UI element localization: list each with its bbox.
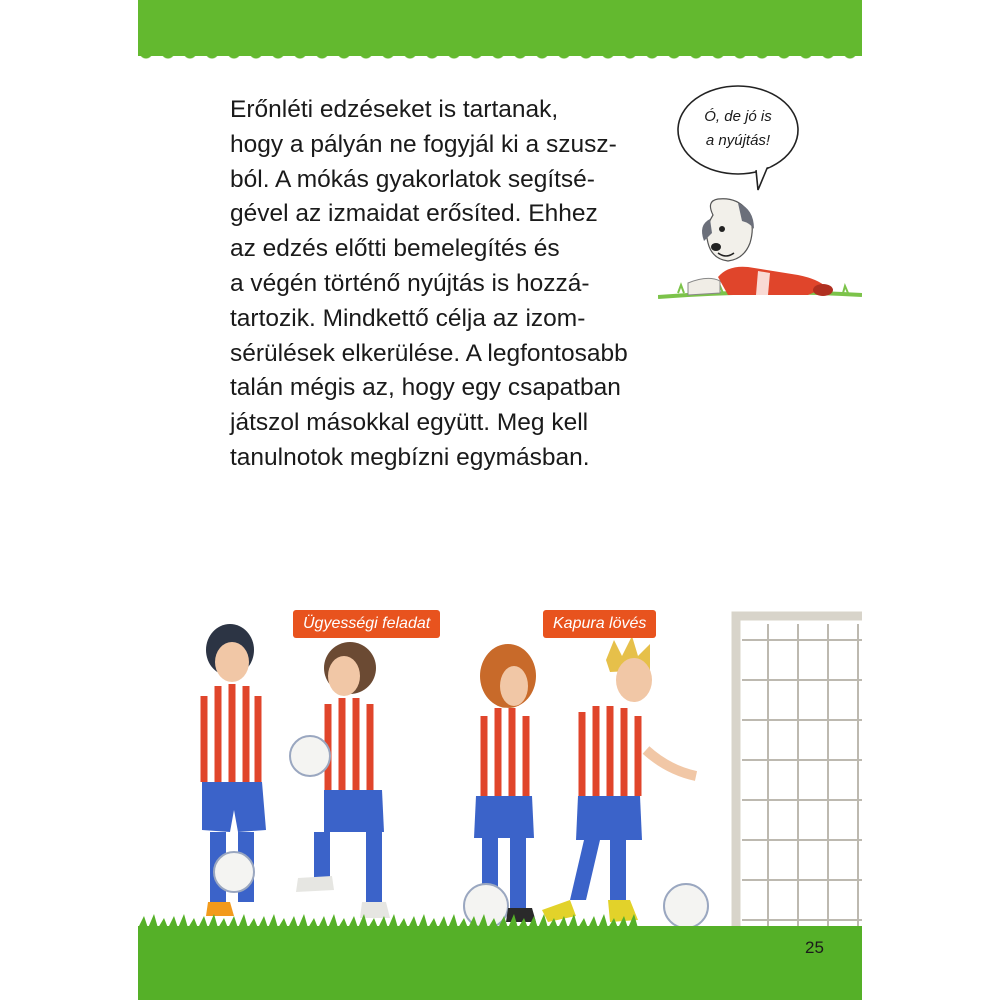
body-text — [230, 93, 650, 476]
top-green-band — [138, 0, 862, 56]
text-line: Erőnléti edzéseket is tartanak, — [230, 96, 559, 123]
label-shooting: Kapura lövés — [543, 610, 656, 638]
text-line: tartozik. Mindkettő célja az izom- — [230, 304, 586, 332]
book-page — [138, 0, 862, 1000]
text-line: sérülések elkerülése. A legfontosabb — [230, 339, 628, 367]
football-training-illustration — [138, 600, 862, 1000]
text-line: ból. A mókás gyakorlatok segítsé- — [230, 165, 595, 193]
page-number: 25 — [805, 938, 824, 957]
text-line: hogy a pályán ne fogyjál ki a szusz- — [230, 130, 617, 158]
label-skill-task: Ügyességi feladat — [293, 610, 440, 638]
text-line: tanulnotok megbízni egymásban. — [230, 443, 590, 471]
text-line: talán mégis az, hogy egy csapatban — [230, 374, 621, 402]
speech-bubble-text — [674, 105, 802, 153]
text-line: gével az izmaidat erősíted. Ehhez — [230, 200, 598, 228]
text-line: az edzés előtti bemelegítés és — [230, 235, 560, 263]
bubble-line: a nyújtás! — [705, 132, 771, 149]
stretching-dog-illustration — [658, 195, 862, 307]
bubble-line: Ó, de jó is — [704, 108, 772, 125]
grass — [138, 914, 862, 1000]
text-line: játszol másokkal együtt. Meg kell — [230, 409, 589, 437]
text-line: a végén történő nyújtás is hozzá- — [230, 269, 590, 297]
